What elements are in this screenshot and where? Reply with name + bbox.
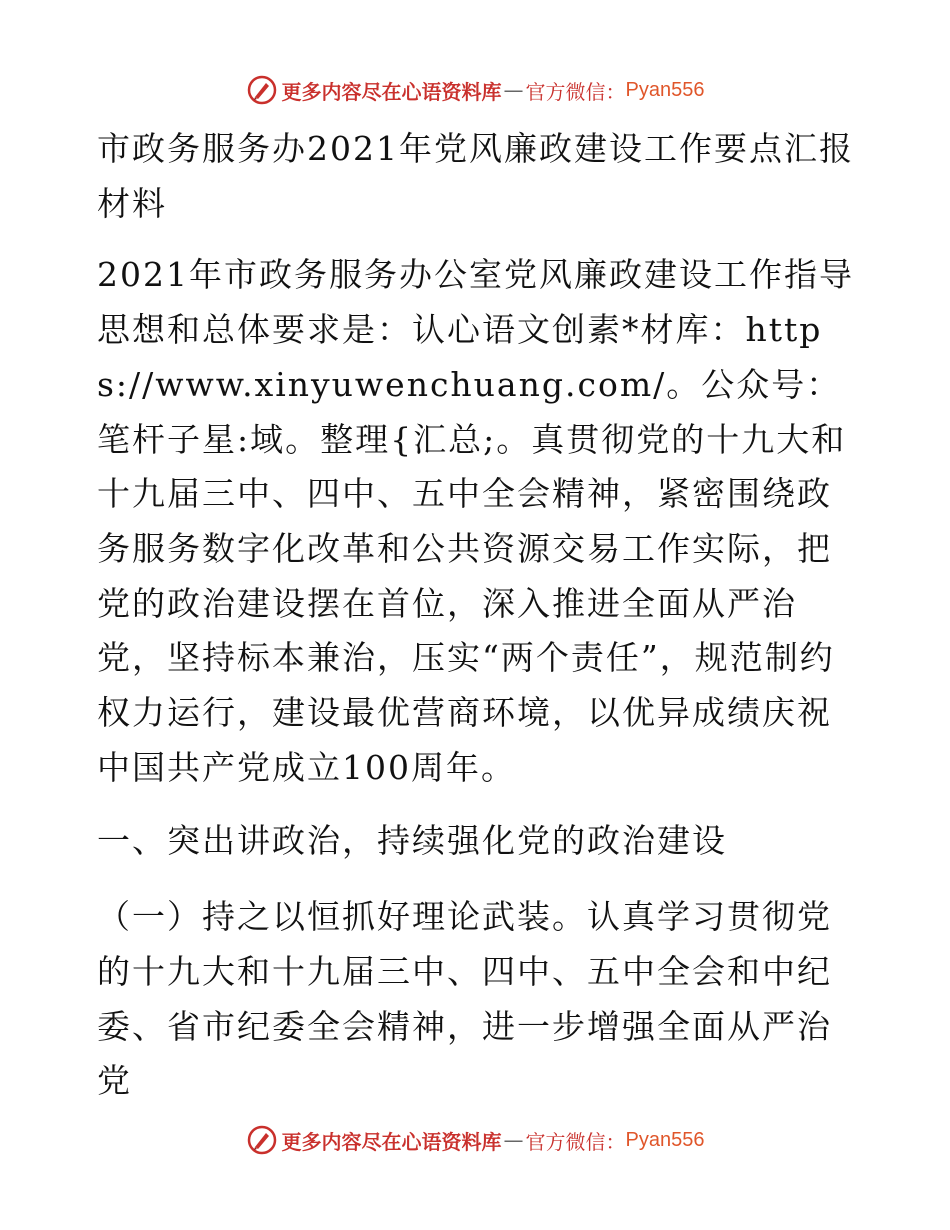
document-body: [97, 122, 857, 1109]
banner-text: 更多内容尽在心语资料库: [281, 79, 502, 104]
banner-wechat-label: 官方微信：: [525, 79, 626, 104]
section-heading-1: 一、突出讲政治，持续强化党的政治建设: [97, 821, 727, 861]
banner-wechat-id: Pyan556: [625, 78, 705, 101]
banner-text: 更多内容尽在心语资料库: [281, 1129, 502, 1154]
paragraph-guiding-thought: 2021年市政务服务办公室党风廉政建设工作指导思想和总体要求是：认心语文创素*材库：https://www.xinyuwenchuang.com/。公众号：笔杆子星:域。整理{汇总;。真贯彻党的十九大和十九届三中、四中、五中全会精神，紧密围绕政务服务数字化改革和公共资源交易工作实际，把党的政治建设摆在首位，深入推进全面从严治党，坚持标本兼治，压实“两个责任”，规范制约权力运行，建设最优营商环境，以优异成绩庆祝中国共产党成立100周年。: [97, 255, 854, 787]
footer-banner: [0, 1120, 950, 1160]
banner-separator: —: [503, 78, 524, 102]
banner-separator: —: [503, 1128, 524, 1152]
header-banner: [0, 70, 950, 110]
banner-wechat-id: Pyan556: [625, 1128, 705, 1151]
paragraph-theory: （一）持之以恒抓好理论武装。认真学习贯彻党的十九大和十九届三中、四中、五中全会和中纪委、省市纪委全会精神，进一步增强全面从严治党: [97, 897, 832, 1101]
pen-logo-icon: [246, 1124, 278, 1156]
banner-wechat-label: 官方微信：: [525, 1129, 626, 1154]
pen-logo-icon: [246, 74, 278, 106]
document-title: 市政务服务办2021年党风廉政建设工作要点汇报材料: [97, 129, 854, 223]
